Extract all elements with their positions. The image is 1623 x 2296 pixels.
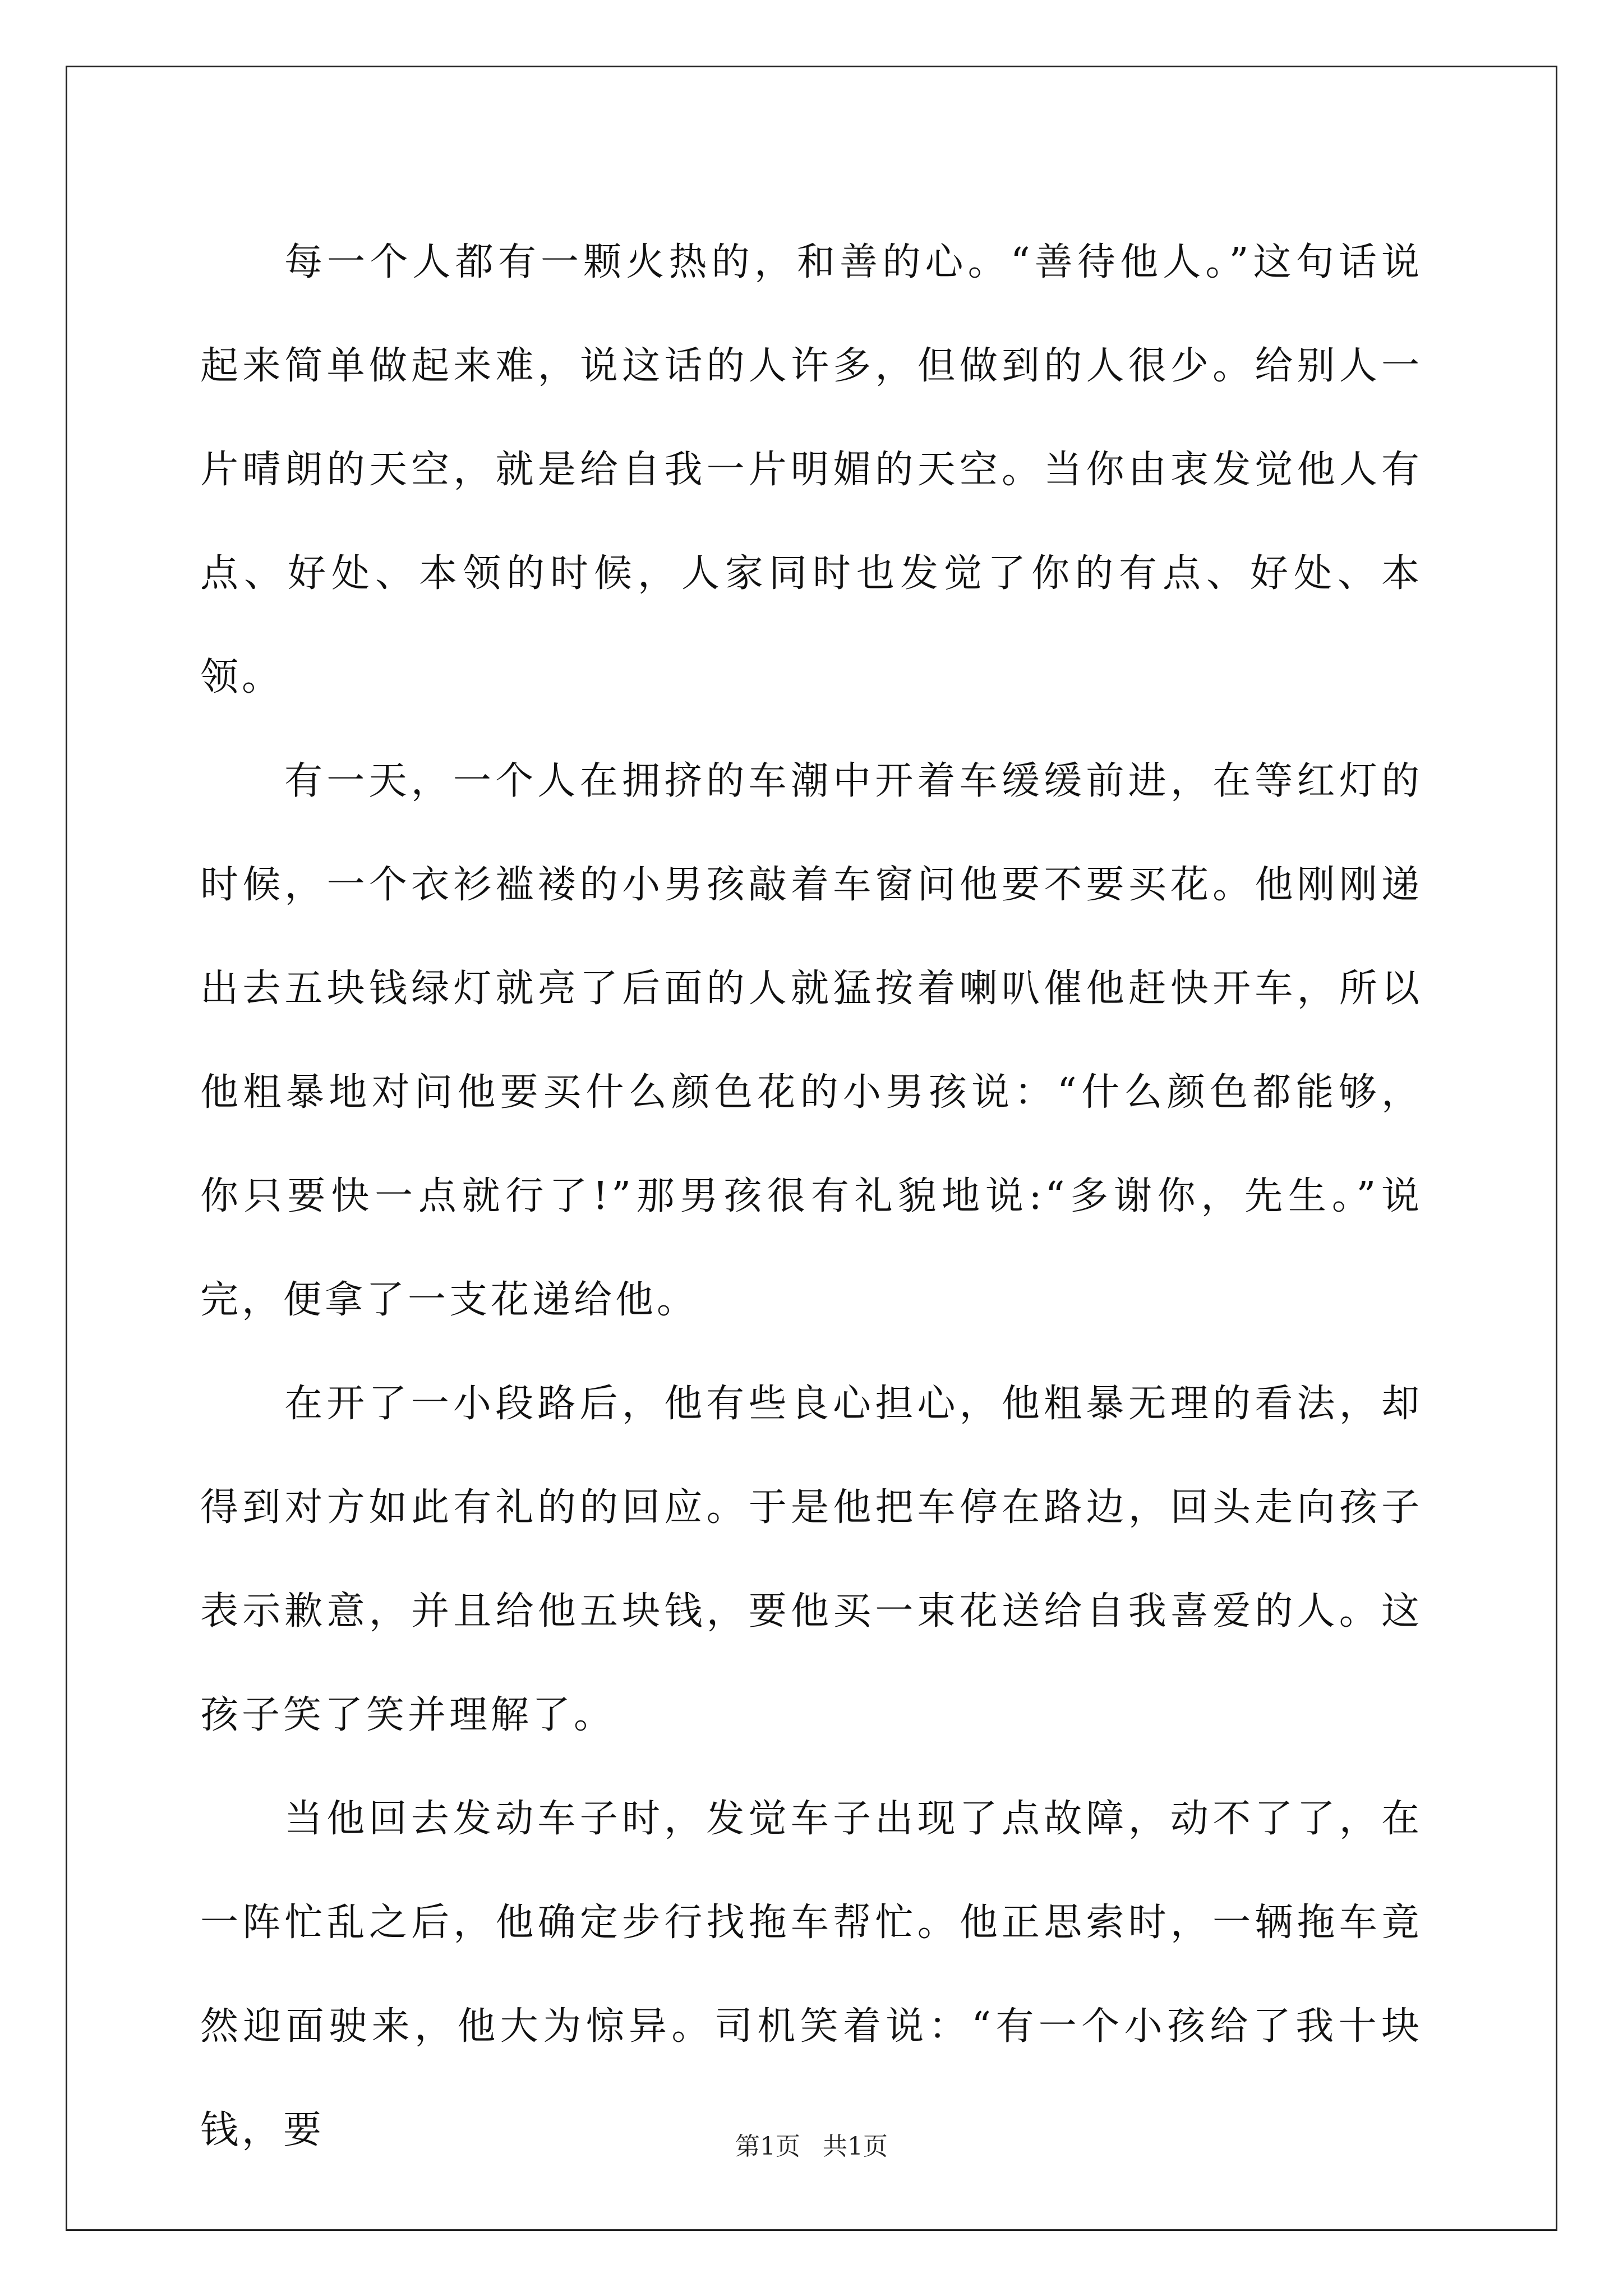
paragraph: 有一天，一个人在拥挤的车潮中开着车缓缓前进，在等红灯的时候，一个衣衫褴褛的小男孩敲着车窗问他要不要买花。他刚刚递出去五块钱绿灯就亮了后面的人就猛按着喇叭催他赶快开车，所以他粗暴地对问他要买什么颜色花的小男孩说：“什么颜色都能够，你只要快一点就行了!”那男孩很有礼貌地说:“多谢你，先生。”说完，便拿了一支花递给他。 [200,759,1423,1322]
page-footer [0,2126,1623,2162]
document-body [200,210,1423,2182]
paragraph: 在开了一小段路后，他有些良心担心，他粗暴无理的看法，却得到对方如此有礼的的回应。于是他把车停在路边，回头走向孩子表示歉意，并且给他五块钱，要他买一束花送给自我喜爱的人。这孩子笑了笑并理解了。 [200,1382,1423,1737]
page-number: 第1页 [735,2132,800,2161]
paragraph: 当他回去发动车子时，发觉车子出现了点故障，动不了了，在一阵忙乱之后，他确定步行找拖车帮忙。他正思索时，一辆拖车竟然迎面驶来，他大为惊异。司机笑着说：“有一个小孩给了我十块钱，要 [200,1797,1423,2152]
page-total: 共1页 [823,2132,888,2161]
paragraph: 每一个人都有一颗火热的，和善的心。“善待他人。”这句话说起来简单做起来难，说这话的人许多，但做到的人很少。给别人一片晴朗的天空，就是给自我一片明媚的天空。当你由衷发觉他人有点、好处、本领的时候，人家同时也发觉了你的有点、好处、本领。 [200,240,1423,700]
